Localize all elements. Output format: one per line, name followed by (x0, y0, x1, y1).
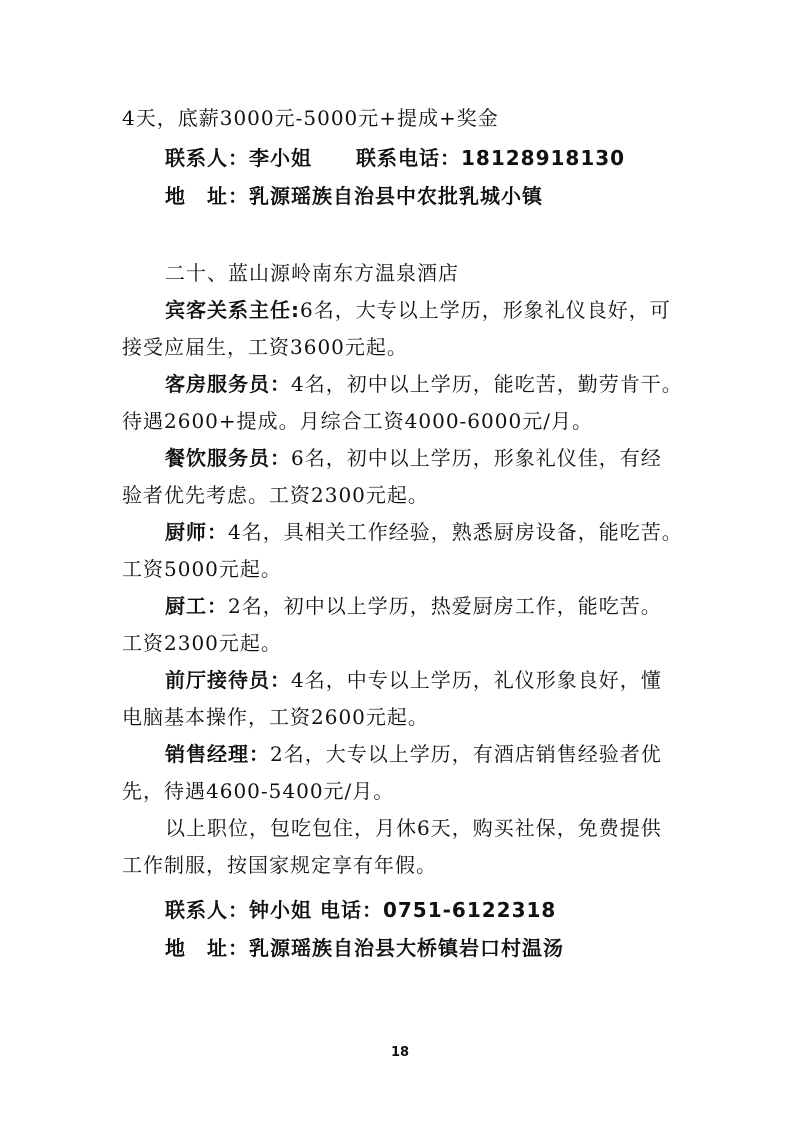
job-detail-continued: 接受应届生，工资3600元起。 (122, 335, 408, 359)
previous-contact-name: 联系人：李小姐 (165, 146, 312, 170)
previous-address: 地 址：乳源瑶族自治县中农批乳城小镇 (165, 184, 543, 208)
job-detail: 6名，初中以上学历，形象礼仪佳，有经 (291, 446, 662, 470)
job-detail: 6名，大专以上学历，形象礼仪良好，可 (300, 298, 671, 322)
job-entry-line (165, 592, 662, 620)
job-detail-continued: 工资2300元起。 (122, 631, 282, 655)
job-title: 厨工： (165, 594, 228, 618)
benefits-text: 以上职位，包吃包住，月休6天，购买社保，免费提供 (165, 816, 662, 840)
job-entry-line (165, 666, 662, 694)
job-detail: 4名，具相关工作经验，熟悉厨房设备，能吃苦。 (228, 520, 683, 544)
job-entry-line (165, 444, 662, 472)
job-title: 餐饮服务员： (165, 446, 291, 470)
job-entry-line (165, 370, 683, 398)
section-contact: 联系人：钟小姐 电话：0751-6122318 (165, 898, 557, 922)
job-title: 客房服务员： (165, 372, 291, 396)
benefits-text-continued: 工作制服，按国家规定享有年假。 (122, 853, 437, 877)
section-address: 地 址：乳源瑶族自治县大桥镇岩口村温汤 (165, 936, 564, 960)
job-entry-line (165, 518, 683, 546)
job-detail: 4名，初中以上学历，能吃苦，勤劳肯干。 (291, 372, 683, 396)
job-detail: 2名，大专以上学历，有酒店销售经验者优 (270, 742, 662, 766)
job-title: 厨师： (165, 520, 228, 544)
job-detail-continued: 工资5000元起。 (122, 557, 282, 581)
job-detail-continued: 验者优先考虑。工资2300元起。 (122, 483, 429, 507)
job-title: 销售经理： (165, 742, 270, 766)
page-number: 18 (390, 1045, 410, 1060)
previous-listing-continuation: 4天，底薪3000元-5000元+提成+奖金 (122, 106, 499, 130)
job-detail-continued: 先，待遇4600-5400元/月。 (122, 779, 395, 803)
section-title: 二十、蓝山源岭南东方温泉酒店 (165, 261, 459, 285)
job-detail: 2名，初中以上学历，热爱厨房工作，能吃苦。 (228, 594, 662, 618)
job-detail: 4名，中专以上学历，礼仪形象良好，懂 (291, 668, 662, 692)
job-entry-line (165, 740, 662, 768)
previous-contact-line (165, 144, 625, 172)
job-entry-line (165, 296, 671, 324)
job-title: 宾客关系主任: (165, 298, 300, 322)
job-title: 前厅接待员： (165, 668, 291, 692)
previous-contact-phone: 联系电话：18128918130 (356, 146, 626, 170)
job-detail-continued: 电脑基本操作，工资2600元起。 (122, 705, 429, 729)
job-detail-continued: 待遇2600+提成。月综合工资4000-6000元/月。 (122, 409, 593, 433)
